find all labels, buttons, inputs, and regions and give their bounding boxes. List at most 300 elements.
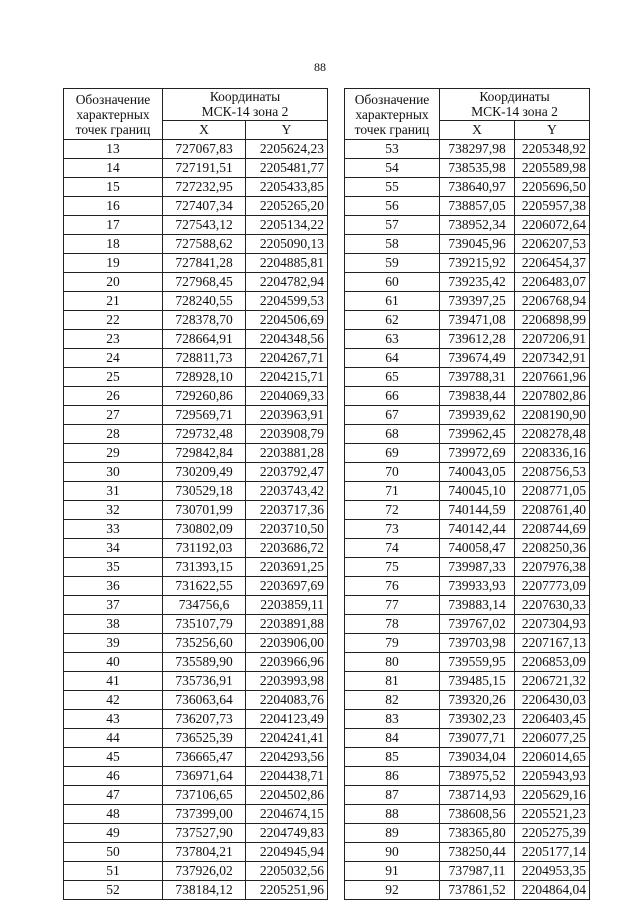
x-coordinate-cell: 736063,64: [163, 691, 246, 710]
point-number-cell: 43: [64, 710, 163, 729]
y-coordinate-cell: 2208771,05: [515, 482, 590, 501]
y-coordinate-cell: 2205481,77: [246, 159, 328, 178]
x-coordinate-cell: 738975,52: [440, 767, 515, 786]
table-row: [64, 653, 328, 672]
x-coordinate-cell: 727407,34: [163, 197, 246, 216]
point-number-cell: 28: [64, 425, 163, 444]
point-number-cell: 61: [345, 292, 440, 311]
table-row: [345, 843, 590, 862]
y-coordinate-cell: 2205275,39: [515, 824, 590, 843]
point-number-cell: 37: [64, 596, 163, 615]
x-coordinate-cell: 737926,02: [163, 862, 246, 881]
table-row: [64, 634, 328, 653]
table-row: [345, 672, 590, 691]
point-number-cell: 20: [64, 273, 163, 292]
y-coordinate-cell: 2204674,15: [246, 805, 328, 824]
table-row: [64, 501, 328, 520]
x-column-header: X: [163, 120, 246, 139]
point-number-cell: 16: [64, 197, 163, 216]
point-number-cell: 70: [345, 463, 440, 482]
point-number-cell: 54: [345, 159, 440, 178]
x-coordinate-cell: 739987,33: [440, 558, 515, 577]
table-row: [64, 178, 328, 197]
y-coordinate-cell: 2205348,92: [515, 140, 590, 159]
point-number-cell: 66: [345, 387, 440, 406]
x-coordinate-cell: 729260,86: [163, 387, 246, 406]
point-number-cell: 31: [64, 482, 163, 501]
point-number-cell: 74: [345, 539, 440, 558]
y-coordinate-cell: 2205134,22: [246, 216, 328, 235]
table-row: [345, 691, 590, 710]
point-label-header: Обозначение характерных точек границ: [64, 89, 163, 140]
table-row: [64, 558, 328, 577]
x-coordinate-cell: 727232,95: [163, 178, 246, 197]
y-coordinate-cell: 2203908,79: [246, 425, 328, 444]
point-number-cell: 59: [345, 254, 440, 273]
x-coordinate-cell: 739962,45: [440, 425, 515, 444]
x-coordinate-cell: 735736,91: [163, 672, 246, 691]
table-row: [345, 482, 590, 501]
y-coordinate-cell: 2206721,32: [515, 672, 590, 691]
table-row: [345, 216, 590, 235]
y-coordinate-cell: 2204215,71: [246, 368, 328, 387]
y-coordinate-cell: 2207342,91: [515, 349, 590, 368]
x-coordinate-cell: 734756,6: [163, 596, 246, 615]
point-number-cell: 73: [345, 520, 440, 539]
x-coordinate-cell: 738714,93: [440, 786, 515, 805]
x-coordinate-cell: 738250,44: [440, 843, 515, 862]
x-coordinate-cell: 727067,83: [163, 140, 246, 159]
y-coordinate-cell: 2204506,69: [246, 311, 328, 330]
x-coordinate-cell: 739215,92: [440, 254, 515, 273]
point-number-cell: 60: [345, 273, 440, 292]
table-row: [345, 729, 590, 748]
point-number-cell: 27: [64, 406, 163, 425]
table-row: [345, 558, 590, 577]
y-coordinate-cell: 2206077,25: [515, 729, 590, 748]
x-coordinate-cell: 728378,70: [163, 311, 246, 330]
x-coordinate-cell: 736207,73: [163, 710, 246, 729]
point-number-cell: 86: [345, 767, 440, 786]
x-coordinate-cell: 738535,98: [440, 159, 515, 178]
y-coordinate-cell: 2206207,53: [515, 235, 590, 254]
table-row: [345, 444, 590, 463]
point-number-cell: 62: [345, 311, 440, 330]
point-number-cell: 32: [64, 501, 163, 520]
x-coordinate-cell: 739703,98: [440, 634, 515, 653]
y-coordinate-cell: 2205251,96: [246, 881, 328, 900]
point-number-cell: 34: [64, 539, 163, 558]
point-number-cell: 15: [64, 178, 163, 197]
point-number-cell: 58: [345, 235, 440, 254]
y-coordinate-cell: 2204083,76: [246, 691, 328, 710]
y-coordinate-cell: 2203881,28: [246, 444, 328, 463]
table-row: [64, 881, 328, 900]
y-coordinate-cell: 2206403,45: [515, 710, 590, 729]
point-number-cell: 91: [345, 862, 440, 881]
table-row: [345, 881, 590, 900]
x-coordinate-cell: 739788,31: [440, 368, 515, 387]
point-number-cell: 25: [64, 368, 163, 387]
point-number-cell: 64: [345, 349, 440, 368]
y-coordinate-cell: 2205957,38: [515, 197, 590, 216]
y-coordinate-cell: 2208190,90: [515, 406, 590, 425]
y-column-header: Y: [246, 120, 328, 139]
table-row: [345, 710, 590, 729]
y-coordinate-cell: 2206072,64: [515, 216, 590, 235]
x-coordinate-cell: 739485,15: [440, 672, 515, 691]
x-coordinate-cell: 739883,14: [440, 596, 515, 615]
table-row: [64, 824, 328, 843]
y-coordinate-cell: 2204267,71: [246, 349, 328, 368]
x-coordinate-cell: 730529,18: [163, 482, 246, 501]
y-coordinate-cell: 2203697,69: [246, 577, 328, 596]
y-coordinate-cell: 2207304,93: [515, 615, 590, 634]
point-number-cell: 41: [64, 672, 163, 691]
y-coordinate-cell: 2208744,69: [515, 520, 590, 539]
point-number-cell: 40: [64, 653, 163, 672]
table-row: [345, 862, 590, 881]
table-row: [345, 330, 590, 349]
x-coordinate-cell: 737861,52: [440, 881, 515, 900]
point-number-cell: 76: [345, 577, 440, 596]
point-number-cell: 26: [64, 387, 163, 406]
y-coordinate-cell: 2205521,23: [515, 805, 590, 824]
point-number-cell: 33: [64, 520, 163, 539]
table-row: [345, 311, 590, 330]
x-coordinate-cell: 739235,42: [440, 273, 515, 292]
point-number-cell: 47: [64, 786, 163, 805]
point-number-cell: 85: [345, 748, 440, 767]
table-row: [345, 406, 590, 425]
table-row: [345, 501, 590, 520]
x-coordinate-cell: 728664,91: [163, 330, 246, 349]
y-coordinate-cell: 2204241,41: [246, 729, 328, 748]
point-number-cell: 23: [64, 330, 163, 349]
table-row: [345, 463, 590, 482]
point-number-cell: 17: [64, 216, 163, 235]
point-number-cell: 55: [345, 178, 440, 197]
x-coordinate-cell: 740144,59: [440, 501, 515, 520]
x-coordinate-cell: 730802,09: [163, 520, 246, 539]
table-row: [64, 311, 328, 330]
table-row: [345, 577, 590, 596]
y-coordinate-cell: 2204945,94: [246, 843, 328, 862]
point-number-cell: 18: [64, 235, 163, 254]
point-number-cell: 51: [64, 862, 163, 881]
point-number-cell: 50: [64, 843, 163, 862]
x-coordinate-cell: 739397,25: [440, 292, 515, 311]
x-coordinate-cell: 730209,49: [163, 463, 246, 482]
y-coordinate-cell: 2203691,25: [246, 558, 328, 577]
point-number-cell: 35: [64, 558, 163, 577]
left-table-body: [64, 140, 328, 900]
x-coordinate-cell: 737804,21: [163, 843, 246, 862]
y-coordinate-cell: 2203710,50: [246, 520, 328, 539]
table-row: [64, 672, 328, 691]
point-number-cell: 92: [345, 881, 440, 900]
table-row: [345, 634, 590, 653]
y-coordinate-cell: 2204885,81: [246, 254, 328, 273]
x-coordinate-cell: 738184,12: [163, 881, 246, 900]
y-coordinate-cell: 2207206,91: [515, 330, 590, 349]
table-row: [64, 330, 328, 349]
coordinates-table-left: [63, 88, 328, 900]
x-coordinate-cell: 738297,98: [440, 140, 515, 159]
x-coordinate-cell: 738857,05: [440, 197, 515, 216]
table-row: [64, 843, 328, 862]
table-row: [345, 140, 590, 159]
table-row: [345, 254, 590, 273]
point-number-cell: 53: [345, 140, 440, 159]
table-row: [64, 463, 328, 482]
x-coordinate-cell: 731622,55: [163, 577, 246, 596]
x-coordinate-cell: 727841,28: [163, 254, 246, 273]
y-coordinate-cell: 2204502,86: [246, 786, 328, 805]
x-coordinate-cell: 731393,15: [163, 558, 246, 577]
point-number-cell: 83: [345, 710, 440, 729]
x-coordinate-cell: 739838,44: [440, 387, 515, 406]
x-coordinate-cell: 740043,05: [440, 463, 515, 482]
x-coordinate-cell: 737987,11: [440, 862, 515, 881]
y-coordinate-cell: 2203859,11: [246, 596, 328, 615]
coordinates-header: Координаты МСК-14 зона 2: [163, 89, 328, 121]
table-row: [64, 805, 328, 824]
point-number-cell: 13: [64, 140, 163, 159]
point-number-cell: 80: [345, 653, 440, 672]
table-row: [345, 748, 590, 767]
point-number-cell: 63: [345, 330, 440, 349]
table-row: [64, 140, 328, 159]
table-row: [64, 748, 328, 767]
x-coordinate-cell: 727191,51: [163, 159, 246, 178]
x-coordinate-cell: 727588,62: [163, 235, 246, 254]
y-coordinate-cell: 2206014,65: [515, 748, 590, 767]
table-row: [64, 520, 328, 539]
y-coordinate-cell: 2205032,56: [246, 862, 328, 881]
y-coordinate-cell: 2207802,86: [515, 387, 590, 406]
coordinates-table-right: [344, 88, 590, 900]
point-number-cell: 29: [64, 444, 163, 463]
coordinates-header: Координаты МСК-14 зона 2: [440, 89, 590, 121]
point-number-cell: 57: [345, 216, 440, 235]
x-coordinate-cell: 736665,47: [163, 748, 246, 767]
point-number-cell: 36: [64, 577, 163, 596]
table-row: [64, 615, 328, 634]
point-number-cell: 52: [64, 881, 163, 900]
y-coordinate-cell: 2208250,36: [515, 539, 590, 558]
y-coordinate-cell: 2206853,09: [515, 653, 590, 672]
table-row: [345, 387, 590, 406]
y-coordinate-cell: 2203993,98: [246, 672, 328, 691]
table-row: [64, 539, 328, 558]
y-coordinate-cell: 2204864,04: [515, 881, 590, 900]
y-coordinate-cell: 2203891,88: [246, 615, 328, 634]
x-coordinate-cell: 739767,02: [440, 615, 515, 634]
x-coordinate-cell: 738365,80: [440, 824, 515, 843]
point-number-cell: 75: [345, 558, 440, 577]
x-coordinate-cell: 729842,84: [163, 444, 246, 463]
x-coordinate-cell: 728928,10: [163, 368, 246, 387]
table-row: [64, 292, 328, 311]
y-coordinate-cell: 2206430,03: [515, 691, 590, 710]
y-column-header: Y: [515, 120, 590, 139]
table-row: [345, 178, 590, 197]
x-coordinate-cell: 737527,90: [163, 824, 246, 843]
x-coordinate-cell: 739320,26: [440, 691, 515, 710]
point-number-cell: 81: [345, 672, 440, 691]
y-coordinate-cell: 2208336,16: [515, 444, 590, 463]
y-coordinate-cell: 2204599,53: [246, 292, 328, 311]
y-coordinate-cell: 2204782,94: [246, 273, 328, 292]
y-coordinate-cell: 2205943,93: [515, 767, 590, 786]
table-row: [345, 520, 590, 539]
table-row: [64, 729, 328, 748]
y-coordinate-cell: 2203906,00: [246, 634, 328, 653]
table-row: [64, 216, 328, 235]
point-number-cell: 89: [345, 824, 440, 843]
x-coordinate-cell: 740058,47: [440, 539, 515, 558]
table-row: [345, 805, 590, 824]
y-coordinate-cell: 2205090,13: [246, 235, 328, 254]
x-coordinate-cell: 735107,79: [163, 615, 246, 634]
page-number: 88: [314, 60, 326, 74]
y-coordinate-cell: 2204293,56: [246, 748, 328, 767]
y-coordinate-cell: 2207976,38: [515, 558, 590, 577]
table-row: [345, 786, 590, 805]
point-number-cell: 68: [345, 425, 440, 444]
table-row: [345, 292, 590, 311]
y-coordinate-cell: 2206768,94: [515, 292, 590, 311]
point-number-cell: 21: [64, 292, 163, 311]
y-coordinate-cell: 2208761,40: [515, 501, 590, 520]
table-row: [64, 273, 328, 292]
point-number-cell: 19: [64, 254, 163, 273]
y-coordinate-cell: 2206898,99: [515, 311, 590, 330]
y-coordinate-cell: 2205624,23: [246, 140, 328, 159]
x-coordinate-cell: 730701,99: [163, 501, 246, 520]
x-coordinate-cell: 735256,60: [163, 634, 246, 653]
y-coordinate-cell: 2205696,50: [515, 178, 590, 197]
table-row: [345, 368, 590, 387]
y-coordinate-cell: 2208278,48: [515, 425, 590, 444]
y-coordinate-cell: 2203717,36: [246, 501, 328, 520]
x-coordinate-cell: 731192,03: [163, 539, 246, 558]
table-row: [64, 425, 328, 444]
table-row: [345, 349, 590, 368]
y-coordinate-cell: 2203743,42: [246, 482, 328, 501]
point-number-cell: 38: [64, 615, 163, 634]
y-coordinate-cell: 2203792,47: [246, 463, 328, 482]
x-coordinate-cell: 728811,73: [163, 349, 246, 368]
point-number-cell: 46: [64, 767, 163, 786]
y-coordinate-cell: 2205265,20: [246, 197, 328, 216]
point-number-cell: 44: [64, 729, 163, 748]
x-coordinate-cell: 735589,90: [163, 653, 246, 672]
point-number-cell: 88: [345, 805, 440, 824]
x-column-header: X: [440, 120, 515, 139]
point-number-cell: 24: [64, 349, 163, 368]
table-row: [64, 235, 328, 254]
table-row: [345, 235, 590, 254]
y-coordinate-cell: 2204749,83: [246, 824, 328, 843]
table-row: [64, 254, 328, 273]
table-row: [64, 368, 328, 387]
table-row: [64, 159, 328, 178]
y-coordinate-cell: 2207630,33: [515, 596, 590, 615]
point-number-cell: 39: [64, 634, 163, 653]
table-row: [345, 596, 590, 615]
x-coordinate-cell: 737399,00: [163, 805, 246, 824]
y-coordinate-cell: 2204438,71: [246, 767, 328, 786]
y-coordinate-cell: 2204953,35: [515, 862, 590, 881]
table-row: [64, 577, 328, 596]
x-coordinate-cell: 738608,56: [440, 805, 515, 824]
x-coordinate-cell: 739077,71: [440, 729, 515, 748]
point-number-cell: 79: [345, 634, 440, 653]
x-coordinate-cell: 739045,96: [440, 235, 515, 254]
point-number-cell: 22: [64, 311, 163, 330]
table-row: [64, 387, 328, 406]
table-row: [345, 767, 590, 786]
table-row: [64, 349, 328, 368]
table-row: [345, 273, 590, 292]
y-coordinate-cell: 2205433,85: [246, 178, 328, 197]
point-number-cell: 30: [64, 463, 163, 482]
x-coordinate-cell: 728240,55: [163, 292, 246, 311]
point-number-cell: 65: [345, 368, 440, 387]
y-coordinate-cell: 2207167,13: [515, 634, 590, 653]
table-row: [64, 482, 328, 501]
point-number-cell: 72: [345, 501, 440, 520]
x-coordinate-cell: 727543,12: [163, 216, 246, 235]
table-row: [64, 767, 328, 786]
x-coordinate-cell: 740142,44: [440, 520, 515, 539]
x-coordinate-cell: 737106,65: [163, 786, 246, 805]
y-coordinate-cell: 2208756,53: [515, 463, 590, 482]
x-coordinate-cell: 736525,39: [163, 729, 246, 748]
table-row: [345, 824, 590, 843]
table-row: [64, 444, 328, 463]
y-coordinate-cell: 2204123,49: [246, 710, 328, 729]
y-coordinate-cell: 2205177,14: [515, 843, 590, 862]
x-coordinate-cell: 739612,28: [440, 330, 515, 349]
x-coordinate-cell: 736971,64: [163, 767, 246, 786]
x-coordinate-cell: 727968,45: [163, 273, 246, 292]
point-number-cell: 48: [64, 805, 163, 824]
x-coordinate-cell: 729732,48: [163, 425, 246, 444]
table-row: [345, 539, 590, 558]
point-number-cell: 45: [64, 748, 163, 767]
point-number-cell: 82: [345, 691, 440, 710]
point-number-cell: 77: [345, 596, 440, 615]
table-row: [345, 159, 590, 178]
table-row: [64, 596, 328, 615]
x-coordinate-cell: 739559,95: [440, 653, 515, 672]
y-coordinate-cell: 2207773,09: [515, 577, 590, 596]
table-row: [64, 197, 328, 216]
point-number-cell: 87: [345, 786, 440, 805]
x-coordinate-cell: 738640,97: [440, 178, 515, 197]
y-coordinate-cell: 2205629,16: [515, 786, 590, 805]
table-row: [345, 653, 590, 672]
x-coordinate-cell: 739034,04: [440, 748, 515, 767]
table-row: [64, 710, 328, 729]
table-row: [64, 406, 328, 425]
table-row: [345, 197, 590, 216]
table-row: [64, 786, 328, 805]
y-coordinate-cell: 2204069,33: [246, 387, 328, 406]
